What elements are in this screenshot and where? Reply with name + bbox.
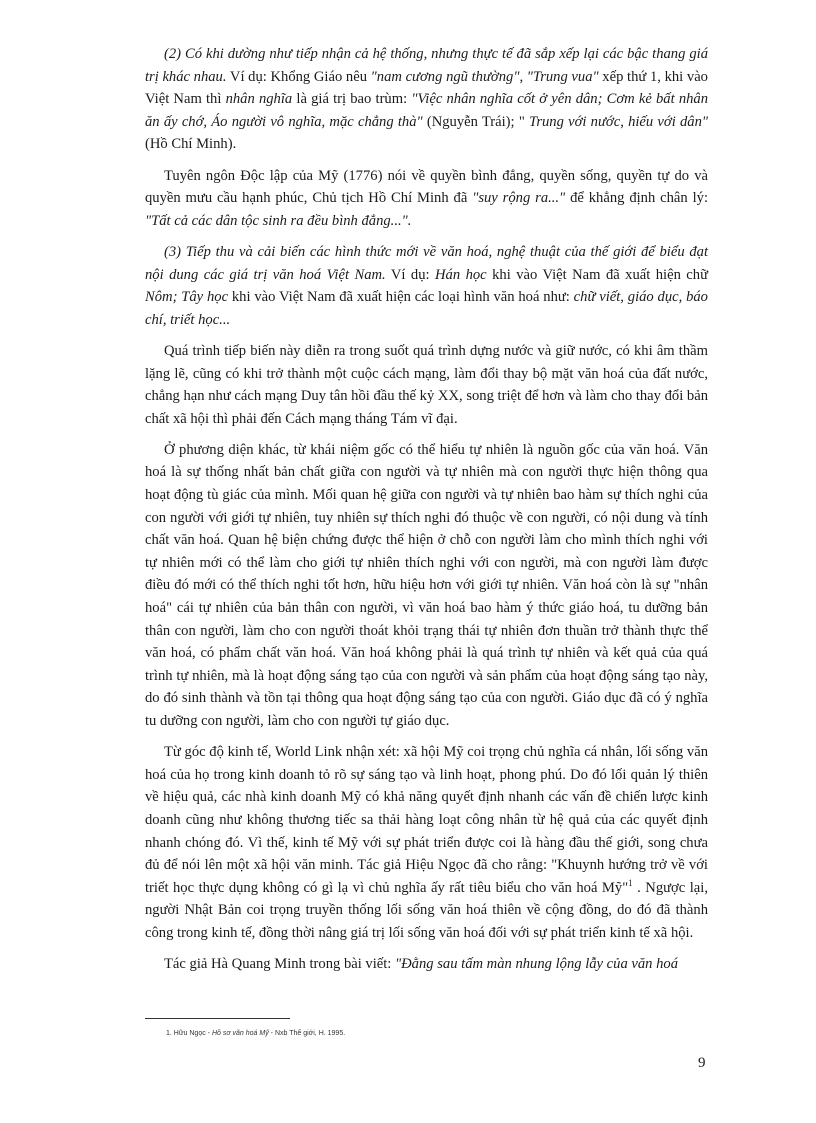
- text-run: Từ góc độ kinh tế, World Link nhận xét: xã hội Mỹ coi trọng chủ nghĩa cá nhân, lối sống văn hoá của họ trong kinh doanh tỏ rõ sự sáng tạo và linh hoạt, phong phú. Do đó lối quản lý thiên về hiệu quả, các nhà kinh doanh Mỹ có khả năng quyết định nhanh các vấn đề chiến lược kinh doanh cũng như không thương tiếc sa thải hàng loạt công nhân từ hệ quả của các quyết định nhanh chóng đó. Vì thế, kinh tế Mỹ với sự phát triển được coi là hàng đầu thế giới, song chưa đủ để nói lên một xã hội văn minh. Tác giả Hiệu Ngọc đã cho rằng: "Khuynh hướng trở về với triết học thực dụng không có gì lạ vì chủ nghĩa ấy rất tiêu biểu cho văn hoá Mỹ": [145, 744, 708, 896]
- text-run: Tuyên ngôn Độc lập của Mỹ (1776) nói về quyền bình đẳng, quyền sống, quyền tự do và quyền mưu cầu hạnh phúc, Chủ tịch Hồ Chí Minh đã: [145, 167, 708, 207]
- footnote: [166, 1030, 345, 1037]
- italic-run: "Đằng sau tấm màn nhung lộng lẫy của văn hoá: [395, 956, 678, 973]
- italic-run: "Việc nhân nghĩa cốt ở yên dân; Cơm kẻ bất nhân ăn ấy chớ, Áo người vô nghĩa, mặc chẳng thà": [145, 91, 709, 130]
- paragraph: [145, 340, 708, 430]
- paragraph: [145, 439, 708, 733]
- text-run: Tác giả Hà Quang Minh trong bài viết:: [164, 956, 396, 973]
- footnote-publisher: - Nxb Thế giới, H. 1995.: [268, 1030, 346, 1037]
- italic-run: (2) Có khi dường như tiếp nhận cả hệ thống, nhưng thực tế đã sắp xếp lại các bậc thang giá trị khác nhau.: [145, 46, 708, 85]
- body-text: [145, 43, 708, 984]
- italic-run: "suy rộng ra...": [472, 190, 566, 207]
- text-run: xếp thứ 1, khi vào Việt Nam thì: [145, 68, 708, 108]
- text-run: là giá trị bao trùm:: [292, 91, 412, 108]
- text-run: Ví dụ:: [385, 266, 435, 283]
- italic-run: chữ viết, giáo dục, báo chí, triết học...: [145, 289, 708, 328]
- text-run: . Ngược lại, người Nhật Bản coi trọng truyền thống lối sống văn hoá thiên về cộng đồng, do đó đã thành công trong kinh tế, đồng thời nâng giá trị lối sống văn hoá đối với sự phát triển kinh tế xã hội.: [145, 879, 708, 941]
- text-run: khi vào Việt Nam đã xuất hiện chữ: [486, 266, 708, 283]
- page-number: 9: [698, 1055, 706, 1071]
- italic-run: Nôm; Tây học: [145, 289, 229, 306]
- text-run: (Hồ Chí Minh).: [145, 136, 237, 153]
- paragraph: [145, 43, 708, 156]
- text-run: Ví dụ: Khổng Giáo nêu: [226, 68, 371, 85]
- footnote-ref: 1: [628, 877, 633, 888]
- text-run: (Nguyễn Trái); ": [422, 113, 525, 130]
- text-run: Ở phương diện khác, từ khái niệm gốc có thể hiểu tự nhiên là nguồn gốc của văn hoá. Văn hoá là sự thống nhất bản chất giữa con người và tự nhiên mà con người thực hiện thông qua hoạt động tù giác của mình. Mối quan hệ giữa con người và tự nhiên bao hàm sự thích nghi của con người với giới tự nhiên, tuy nhiên sự thích nghi đó thuộc về con người, có nội dung và tính chất văn hoá. Quan hệ biện chứng được thể hiện ở chỗ con người làm cho mình thích nghi với tự nhiên mới có thể làm cho giới tự nhiên thích nghi với con người, mà con người làm được điều đó mới có thể thích nghi tốt hơn, hữu hiệu hơn với giới tự nhiên. Văn hoá còn là sự "nhân hoá" cái tự nhiên của bản thân con người, vì văn hoá bao hàm ý thức giáo hoá, tu dưỡng bản thân con người, làm cho con người thoát khỏi trạng thái tự nhiên đơn thuần trở thành thực thể văn hoá, có phẩm chất văn hoá. Văn hoá không phải là quá trình tự nhiên và kết quả của quá trình tự nhiên, mà là hoạt động sáng tạo của con người và sản phẩm của hoạt động sáng tạo này, do đó sinh thành và tồn tại thông qua hoạt động sáng tạo của con người. Giáo dục đã có ý nghĩa tu dưỡng con người, làm cho con người tự giáo dục.: [145, 441, 708, 729]
- italic-run: "Tất cả các dân tộc sinh ra đều bình đẳng...".: [145, 212, 412, 229]
- footnote-separator: [145, 1018, 290, 1019]
- paragraph: [145, 165, 708, 233]
- text-run: Quá trình tiếp biến này diễn ra trong suốt quá trình dựng nước và giữ nước, có khi âm thầm lặng lẽ, cũng có khi trở thành một cuộc cách mạng, làm đổi thay bộ mặt văn hoá của đất nước, chẳng hạn như cách mạng Duy tân hồi đầu thế kỷ XX, song triệt để hơn và làm cho thay đổi bản chất xã hội thì phải đến Cách mạng tháng Tám vĩ đại.: [145, 342, 708, 427]
- paragraph: [145, 953, 708, 976]
- footnote-title: Hồ sơ văn hoá Mỹ: [211, 1030, 269, 1037]
- paragraph: [145, 241, 708, 331]
- footnote-author: Hữu Ngọc -: [173, 1030, 212, 1037]
- paragraph: [145, 741, 708, 944]
- italic-run: Hán học: [435, 266, 487, 283]
- footnote-number: 1.: [166, 1030, 172, 1037]
- italic-run: Trung với nước, hiếu với dân": [524, 113, 708, 130]
- text-run: để khẳng định chân lý:: [565, 190, 708, 207]
- italic-run: (3) Tiếp thu và cải biến các hình thức mới về văn hoá, nghệ thuật của thế giới để biểu đạt nội dung các giá trị văn hoá Việt Nam.: [145, 243, 708, 283]
- text-run: khi vào Việt Nam đã xuất hiện các loại hình văn hoá như:: [228, 289, 574, 306]
- italic-run: "nam cương ngũ thường", "Trung vua": [370, 68, 599, 85]
- italic-run: nhân nghĩa: [225, 91, 293, 108]
